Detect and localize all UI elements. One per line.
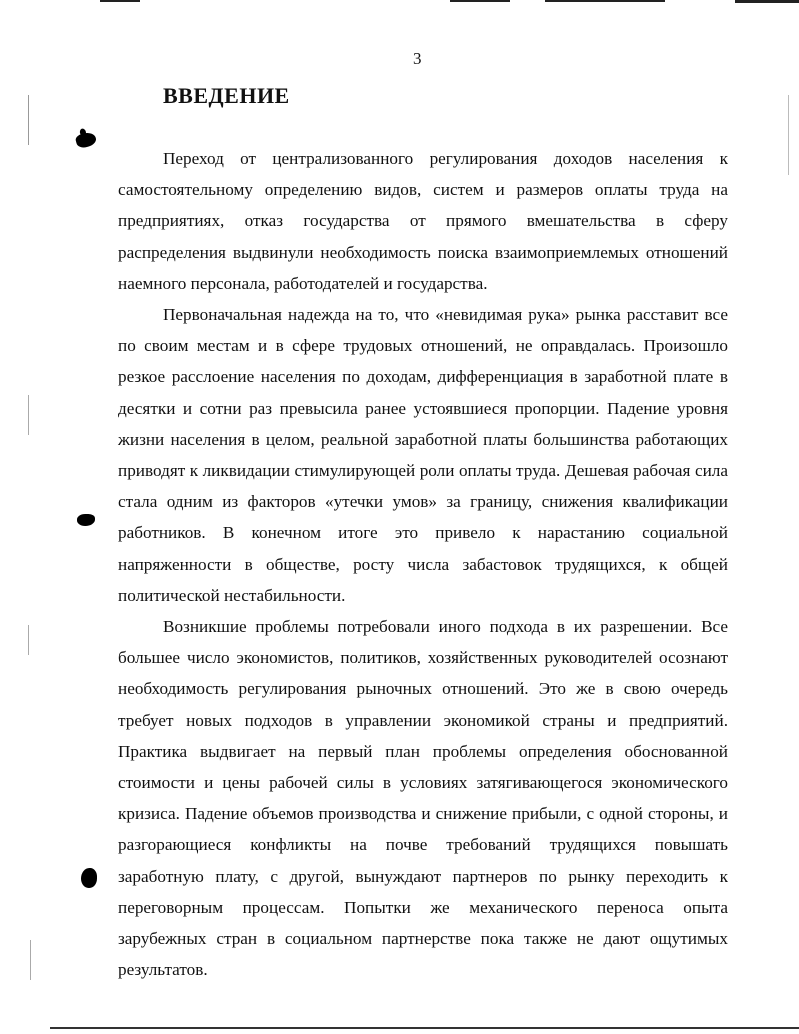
scan-artifact-top-1	[100, 0, 140, 2]
scan-artifact-top-3	[545, 0, 665, 2]
scan-artifact-top-4	[735, 0, 799, 3]
scan-artifact-top-2	[450, 0, 510, 2]
binder-hole-mark	[81, 868, 97, 888]
scan-artifact-right-edge	[788, 95, 789, 175]
binder-hole-mark	[77, 514, 95, 526]
body-text	[118, 143, 728, 985]
paragraph-1: Переход от централизованного регулирования доходов населения к самостоятельному определению видов, систем и размеров оплаты труда на предприятиях, отказ государства от прямого вмешательства в сферу распределения выдвинули необходимость поиска взаимоприемлемых отношений наемного персонала, работодателей и государства.	[118, 149, 728, 293]
section-heading: ВВЕДЕНИЕ	[163, 83, 290, 108]
page-number: 3	[413, 49, 422, 68]
binder-hole-mark	[75, 131, 98, 150]
paragraph-2: Первоначальная надежда на то, что «невидимая рука» рынка расставит все по своим местам и в сфере трудовых отношений, не оправдалась. Произошло резкое расслоение населения по доходам, дифференциация в заработной плате в десятки и сотни раз превысила ранее устоявшиеся пропорции. Падение уровня жизни населения в целом, реальной заработной платы большинства работающих приводят к ликвидации стимулирующей роли оплаты труда. Дешевая рабочая сила стала одним из факторов «утечки умов» за границу, снижения квалификации работников. В конечном итоге это привело к нарастанию социальной напряженности в обществе, росту числа забастовок трудящихся, к общей политической нестабильности.	[118, 305, 728, 605]
scan-artifact-left-edge	[28, 395, 29, 435]
paragraph-3: Возникшие проблемы потребовали иного подхода в их разрешении. Все большее число экономистов, политиков, хозяйственных руководителей осознают необходимость регулирования рыночных отношений. Это же в свою очередь требует новых подходов в управлении экономикой страны и предприятий. Практика выдвигает на первый план проблемы определения обоснованной стоимости и цены рабочей силы в условиях затягивающегося экономического кризиса. Падение объемов производства и снижение прибыли, с одной стороны, и разгорающиеся конфликты на почве требований трудящихся повышать заработную плату, с другой, вынуждают партнеров по рынку переходить к переговорным процессам. Попытки же механического переноса опыта зарубежных стран в социальном партнерстве пока также не дают ощутимых результатов.	[118, 617, 728, 980]
scan-artifact-bottom-line	[50, 1027, 799, 1029]
scan-artifact-left-edge	[28, 95, 29, 145]
scan-artifact-left-edge	[30, 940, 31, 980]
scan-artifact-left-edge	[28, 625, 29, 655]
